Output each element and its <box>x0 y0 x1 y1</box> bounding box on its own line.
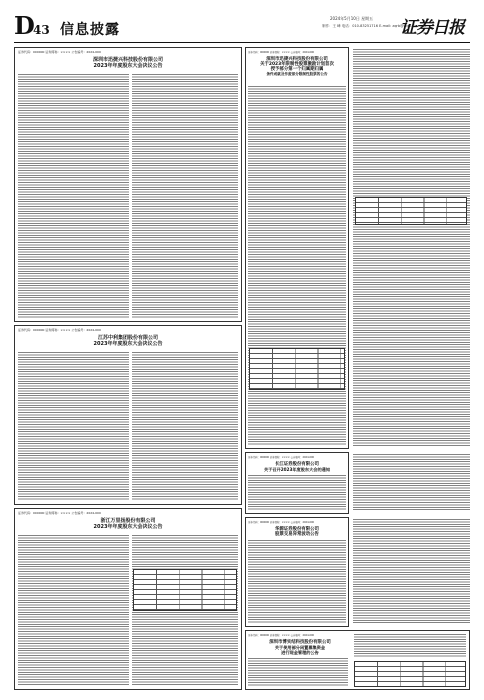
announcement-title-line-2: 进行现金管理的公告 <box>281 650 319 655</box>
announcement-5 <box>245 452 349 514</box>
announcement-body <box>18 74 238 318</box>
announcement-title-line-3: 条件成就及作废部分限制性股票的公告 <box>266 72 328 77</box>
announcement-title-line-1: 关于使用部分闲置募集资金 <box>274 645 326 650</box>
stock-code-line: 证券代码：000000 证券简称：×××× 公告编号：2024-000 <box>18 511 101 515</box>
company-name: 江苏中利集团股份有限公司 <box>97 335 158 341</box>
stock-code-line: 证券代码：000000 证券简称：×××× 公告编号：2024-000 <box>18 328 101 332</box>
announcement-title-line-2: 授予部分第一个归属期归属 <box>270 67 324 73</box>
company-name: 深圳市迅捷兴科技股份有限公司 <box>92 57 163 63</box>
announcement-4-continued <box>353 47 470 449</box>
announcement-title: 2023年年度股东大会决议公告 <box>93 63 163 69</box>
company-name: 深圳市迅捷兴科技股份有限公司 <box>266 57 328 62</box>
announcement-body <box>248 540 346 623</box>
company-name: 长江证券股份有限公司 <box>275 462 319 467</box>
company-name: 华源证券股份有限公司 <box>275 527 319 532</box>
announcement-title-line-1: 关于2023年限制性股票激励计划首次 <box>260 62 334 67</box>
announcement-6 <box>245 517 349 627</box>
announcement-body <box>248 658 348 686</box>
company-name: 深圳市博实结科技股份有限公司 <box>269 640 331 645</box>
announcement-body-continued <box>354 634 466 657</box>
editor-contact: 制作：王 峰 电话：010-83251716 E-mail: zqrb@zqrb.sina.net <box>322 24 427 28</box>
announcement-body <box>248 86 346 445</box>
announcement-1 <box>14 47 242 322</box>
data-table <box>249 348 345 390</box>
newspaper-logo: 证券日报 <box>400 18 464 38</box>
announcement-2 <box>14 325 242 505</box>
masthead <box>0 0 484 46</box>
page-number: 43 <box>33 23 50 37</box>
stock-code-line: 证券代码：000000 证券简称：×××× 公告编号：2024-000 <box>248 521 315 524</box>
section-title: 信息披露 <box>60 22 120 38</box>
data-table <box>355 197 467 225</box>
announcement-body <box>248 475 346 510</box>
stock-code-line: 证券代码：000000 证券简称：×××× 公告编号：2024-000 <box>248 456 315 459</box>
company-name: 浙江万里扬股份有限公司 <box>100 518 156 524</box>
announcement-title: 关于召开2023年度股东大会的通知 <box>263 467 331 472</box>
announcement-7 <box>245 630 470 690</box>
announcement-body-continued <box>353 454 470 511</box>
announcement-title: 股票交易异常波动公告 <box>275 532 319 537</box>
announcement-5-continued <box>353 452 470 514</box>
announcement-body-continued <box>353 519 470 624</box>
announcement-6-continued <box>353 517 470 627</box>
announcement-body-continued <box>353 49 470 446</box>
stock-code-line: 证券代码：000000 证券简称：×××× 公告编号：2024-000 <box>248 634 315 637</box>
data-table <box>354 661 466 687</box>
page-letter: D <box>14 11 35 40</box>
announcement-body <box>18 352 238 501</box>
stock-code-line: 证券代码：000000 证券简称：×××× 公告编号：2024-000 <box>248 51 315 54</box>
announcement-4 <box>245 47 349 449</box>
stock-code-line: 证券代码：000000 证券简称：×××× 公告编号：2024-000 <box>18 50 101 54</box>
publication-date: 2024年5月10日 星期五 <box>330 16 374 21</box>
masthead-rule <box>14 42 470 43</box>
data-table <box>133 569 237 611</box>
announcement-title: 2023年年度股东大会决议公告 <box>93 524 163 530</box>
announcement-3 <box>14 508 242 690</box>
announcement-title: 2023年年度股东大会决议公告 <box>93 341 163 347</box>
